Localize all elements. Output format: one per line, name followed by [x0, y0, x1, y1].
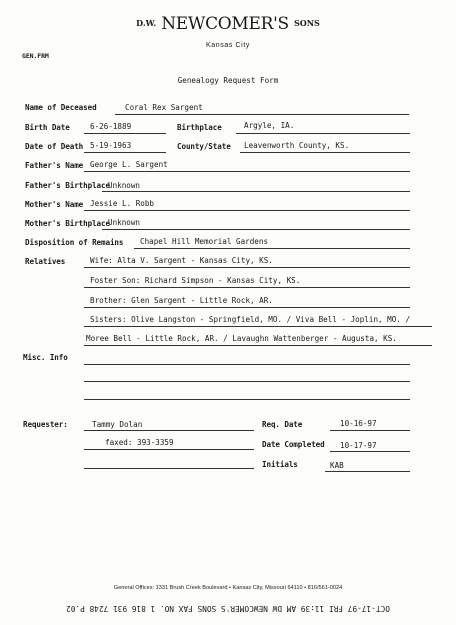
fax-header: OCT-17-97 FRI 11:39 AM DW NEWCOMER'S SONS FAX NO. 1 816 931 7248 P.02 — [66, 604, 390, 613]
requester-name: Tammy Dolan — [92, 420, 143, 429]
county-state-label: County/State — [177, 142, 231, 151]
relative-line-4: Sisters: Olive Langston - Springfield, MO. / Viva Bell - Joplin, MO. / — [90, 315, 411, 324]
misc-rule-2 — [84, 381, 410, 382]
mother-name-label: Mother's Name — [25, 200, 84, 209]
form-code: GEN.FRM — [22, 52, 49, 60]
county-state-value: Leavenworth County, KS. — [244, 141, 350, 150]
mother-birthplace-label: Mother's Birthplace — [25, 219, 110, 228]
father-name-label: Father's Name — [25, 161, 84, 170]
father-birthplace-value: Unknown — [108, 181, 141, 190]
birth-date-line — [84, 133, 166, 134]
relative-rule-4 — [84, 326, 432, 327]
date-completed-value: 10-17-97 — [340, 441, 377, 450]
mother-name-value: Jessie L. Robb — [90, 199, 155, 208]
relatives-label: Relatives — [25, 257, 66, 266]
requester-label: Requester: — [23, 420, 68, 429]
misc-rule-1 — [84, 364, 410, 365]
requester-extra-line — [84, 468, 254, 469]
county-state-line — [240, 152, 410, 153]
birthplace-line — [236, 133, 410, 134]
date-completed-label: Date Completed — [262, 440, 325, 449]
relative-rule-3 — [84, 307, 410, 308]
deceased-value: Coral Rex Sargent — [125, 103, 203, 112]
disposition-label: Disposition of Remains — [25, 238, 124, 247]
father-name-line — [84, 171, 410, 172]
death-date-value: 5-19-1963 — [90, 141, 132, 150]
req-date-label: Req. Date — [262, 420, 303, 429]
req-date-line — [330, 430, 410, 431]
initials-line — [325, 471, 410, 472]
birthplace-value: Argyle, IA. — [244, 121, 295, 130]
death-date-label: Date of Death — [25, 142, 84, 151]
mother-birthplace-value: Unknown — [108, 218, 141, 227]
deceased-label: Name of Deceased — [25, 103, 97, 112]
death-date-line — [84, 152, 166, 153]
father-name-value: George L. Sargent — [90, 160, 168, 169]
misc-rule-3 — [84, 399, 410, 400]
disposition-value: Chapel Hill Memorial Gardens — [140, 237, 269, 246]
relative-line-2: Foster Son: Richard Simpson - Kansas City, KS. — [90, 276, 301, 285]
relative-line-3: Brother: Glen Sargent - Little Rock, AR. — [90, 296, 273, 305]
letterhead-city: Kansas City — [206, 42, 250, 49]
brand-suffix: SONS — [293, 18, 320, 28]
mother-name-line — [84, 210, 410, 211]
relative-line-1: Wife: Alta V. Sargent - Kansas City, KS. — [90, 256, 273, 265]
birth-date-label: Birth Date — [25, 123, 70, 132]
relative-rule-2 — [84, 287, 410, 288]
birthplace-label: Birthplace — [177, 123, 222, 132]
relative-rule-1 — [84, 267, 410, 268]
initials-value: KAB — [330, 461, 344, 470]
birth-date-value: 6-26-1889 — [90, 122, 132, 131]
form-title: Genealogy Request Form — [177, 76, 279, 85]
requester-faxed: faxed: 393-3359 — [105, 438, 174, 447]
footer-offices: General Offices: 1331 Brush Creek Boulevard • Kansas City, Missouri 64110 • 816/561-0024 — [113, 585, 343, 591]
disposition-line — [134, 248, 410, 249]
requester-faxed-line — [84, 449, 254, 450]
requester-name-line — [84, 430, 254, 431]
father-birthplace-label: Father's Birthplace — [25, 181, 110, 190]
mother-birthplace-line — [102, 229, 410, 230]
initials-label: Initials — [262, 460, 298, 469]
father-birthplace-line — [102, 191, 410, 192]
brand-prefix: D.W. — [136, 18, 157, 28]
relative-rule-5 — [84, 345, 432, 346]
misc-label: Misc. Info — [23, 353, 68, 362]
req-date-value: 10-16-97 — [340, 419, 377, 428]
letterhead-logo — [0, 14, 456, 34]
deceased-line — [115, 114, 409, 115]
brand-name: NEWCOMER'S — [161, 14, 289, 34]
date-completed-line — [330, 451, 410, 452]
relative-line-5: Moree Bell - Little Rock, AR. / Lavaughn Wattenberger - Augusta, KS. — [86, 334, 397, 343]
